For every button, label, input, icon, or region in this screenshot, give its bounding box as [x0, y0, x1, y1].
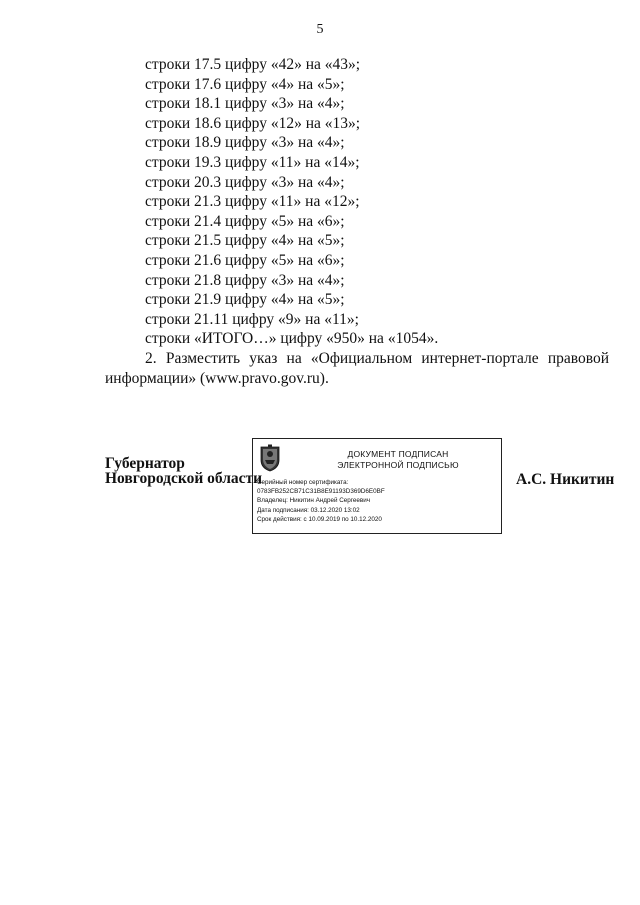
amendment-line: строки 17.5 цифру «42» на «43»; — [145, 56, 361, 73]
amendment-line: строки 21.11 цифру «9» на «11»; — [145, 310, 359, 328]
stamp-signed-date: Дата подписания: 03.12.2020 13:02 — [257, 506, 360, 514]
signatory-title-line1: Губернатор — [105, 455, 185, 472]
stamp-serial: 0783FB252CB71C31B8E91193D369D6E0BF — [257, 488, 385, 496]
amendment-line: строки 17.6 цифру «4» на «5»; — [145, 75, 345, 93]
amendment-line: строки 21.6 цифру «5» на «6»; — [145, 251, 345, 269]
amendment-line: строки «ИТОГО…» цифру «950» на «1054». — [145, 330, 439, 348]
amendment-line: строки 21.8 цифру «3» на «4»; — [145, 271, 345, 289]
amendment-line: строки 21.3 цифру «11» на «12»; — [145, 193, 360, 211]
amendment-list — [145, 55, 438, 349]
stamp-validity: Срок действия: с 10.09.2019 по 10.12.2020 — [257, 515, 382, 523]
amendment-line: строки 18.6 цифру «12» на «13»; — [145, 114, 361, 132]
stamp-header — [303, 449, 493, 471]
amendment-line: строки 18.9 цифру «3» на «4»; — [145, 134, 345, 152]
signatory-title — [105, 456, 262, 486]
stamp-header-line2: ЭЛЕКТРОННОЙ ПОДПИСЬЮ — [337, 460, 459, 470]
stamp-serial-label: Серийный номер сертификата: — [257, 479, 349, 486]
amendment-line: строки 18.1 цифру «3» на «4»; — [145, 95, 345, 113]
stamp-fields — [257, 478, 385, 524]
signatory-title-line2: Новгородской области — [105, 470, 263, 487]
signatory-name: А.С. Никитин — [516, 471, 615, 488]
amendment-line: строки 19.3 цифру «11» на «14»; — [145, 153, 360, 171]
amendment-line: строки 20.3 цифру «3» на «4»; — [145, 173, 345, 191]
stamp-header-line1: ДОКУМЕНТ ПОДПИСАН — [347, 449, 449, 459]
electronic-signature-stamp — [252, 438, 502, 534]
amendment-line: строки 21.9 цифру «4» на «5»; — [145, 291, 345, 309]
amendment-line: строки 21.5 цифру «4» на «5»; — [145, 232, 345, 250]
stamp-owner: Владелец: Никитин Андрей Сергеевич — [257, 497, 371, 505]
coat-of-arms-icon — [259, 444, 281, 472]
amendment-line: строки 21.4 цифру «5» на «6»; — [145, 212, 345, 230]
page-number: 5 — [316, 22, 324, 37]
publication-paragraph: 2. Разместить указ на «Официальном интернет-портале правовой информации» (www.pravo.gov.ru). — [105, 350, 609, 387]
